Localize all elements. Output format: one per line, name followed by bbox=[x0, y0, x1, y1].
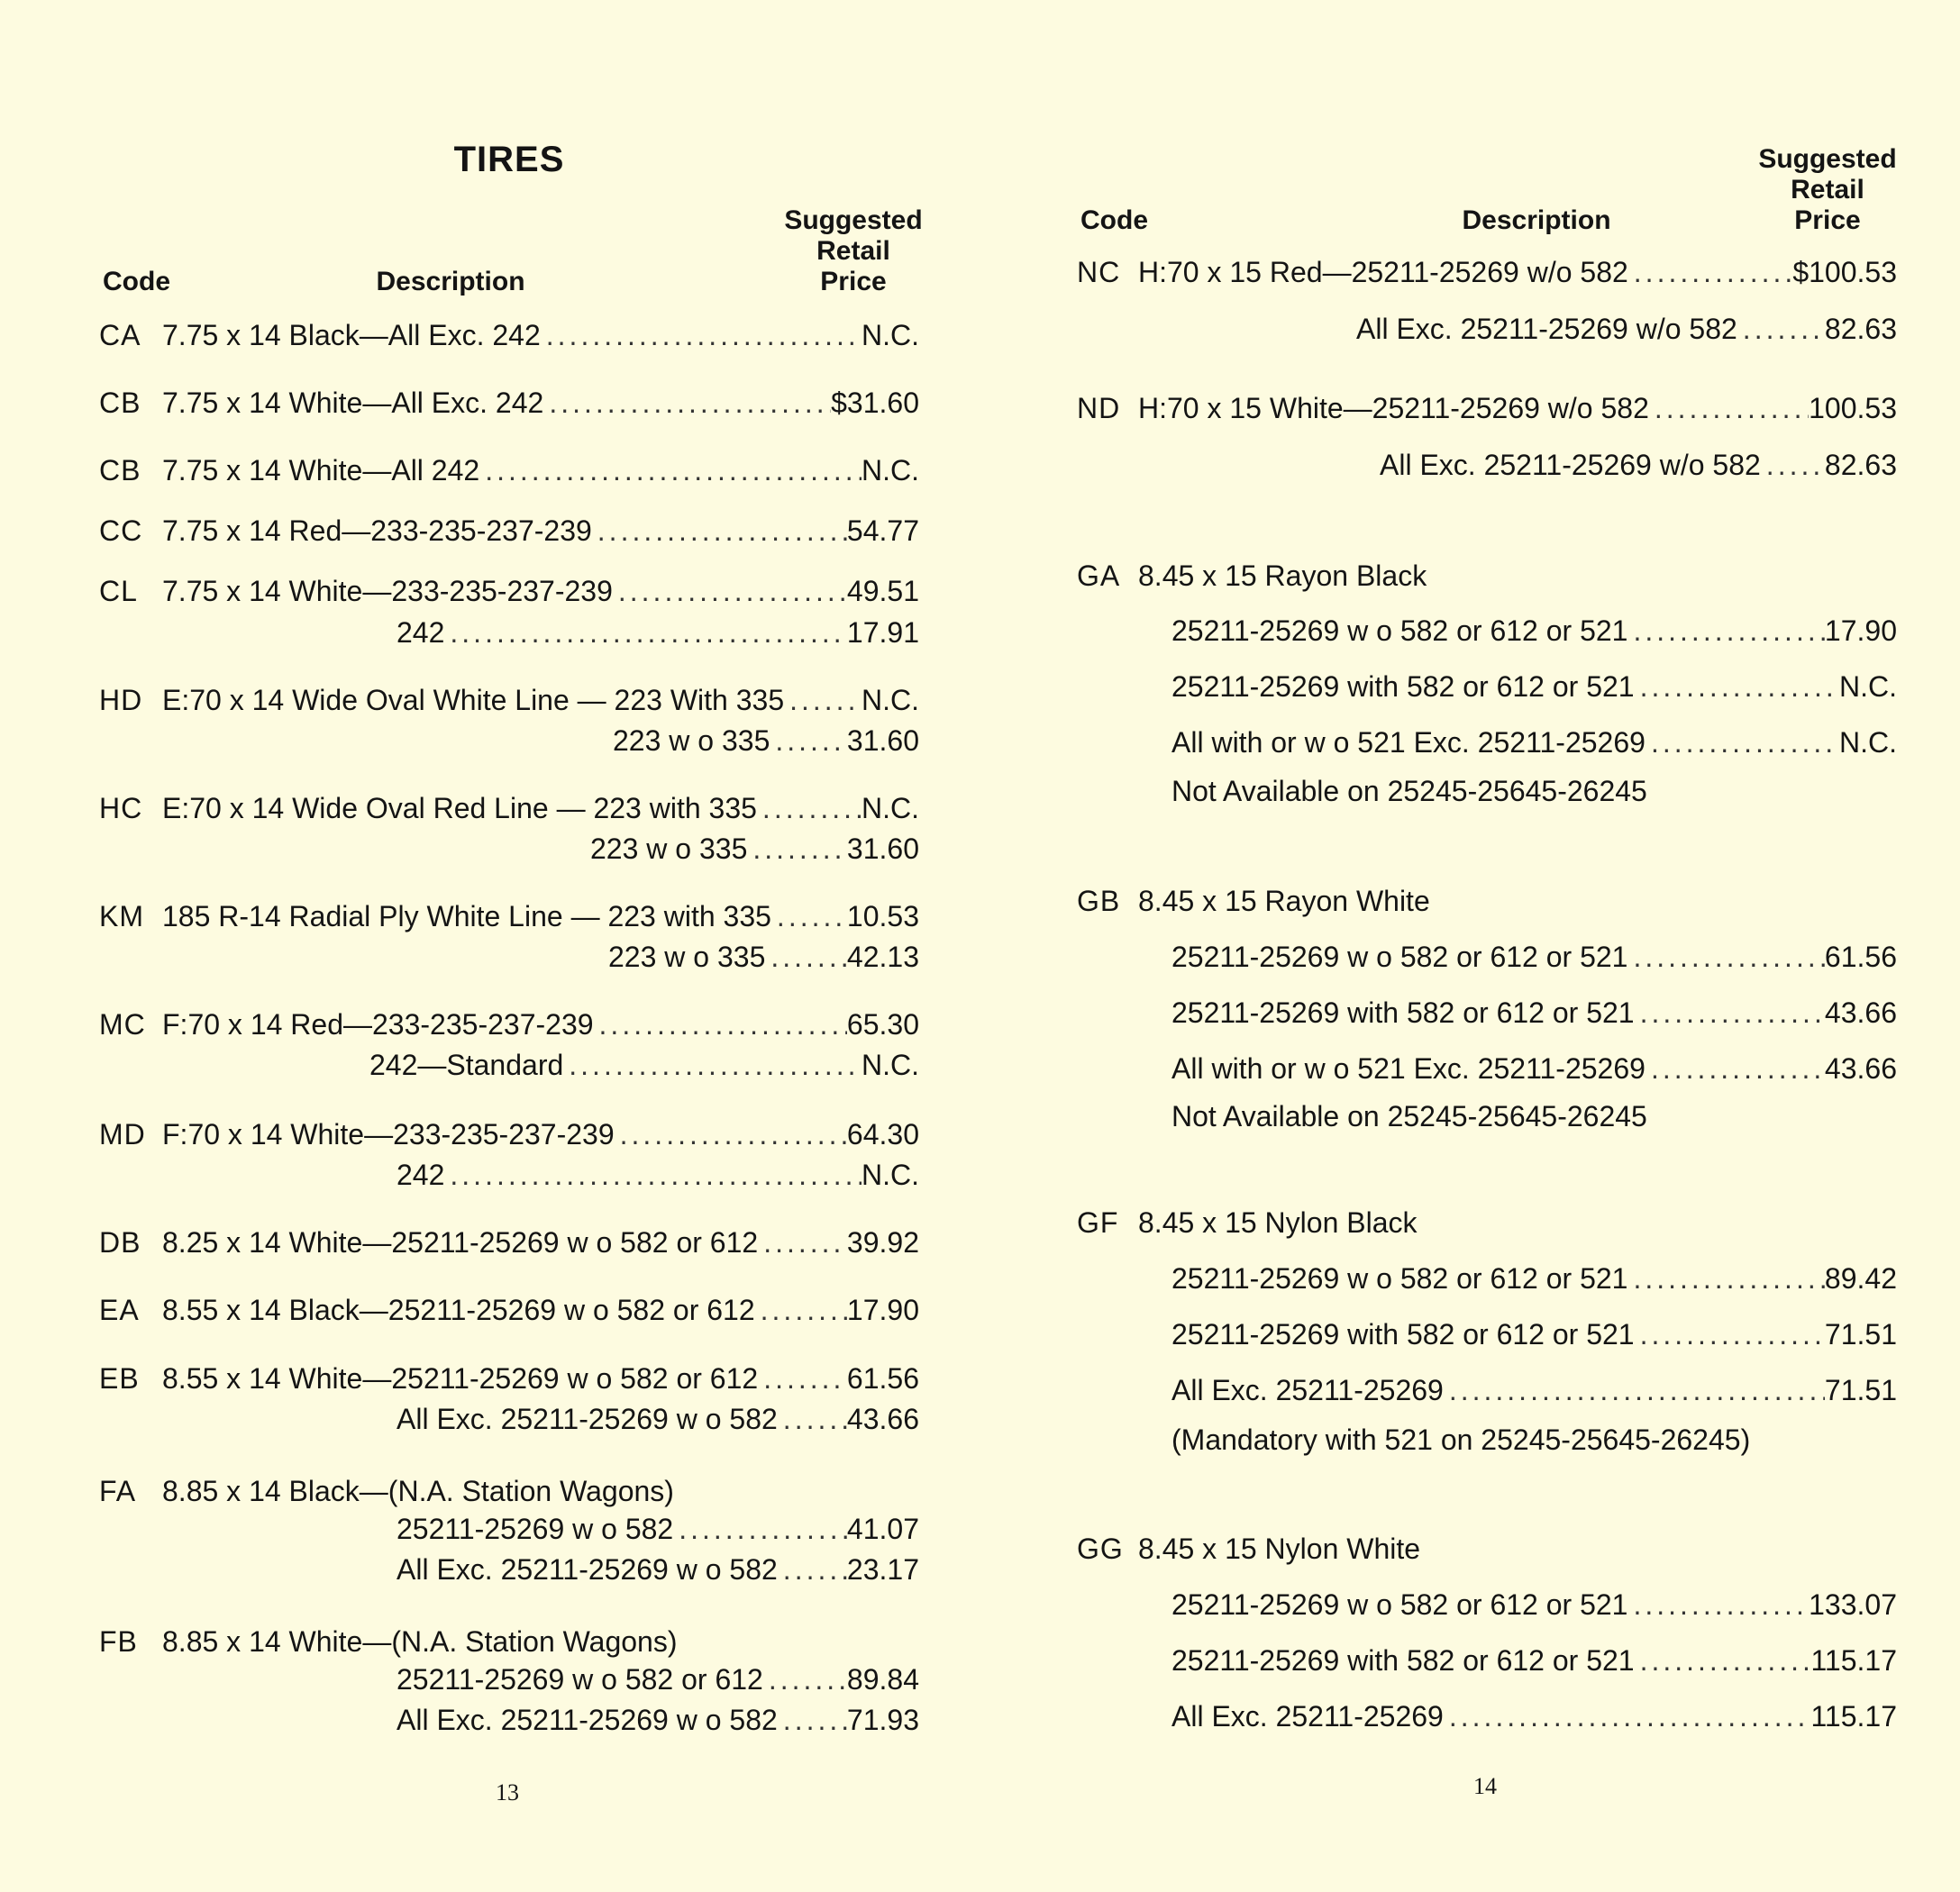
dot-leader bbox=[543, 383, 831, 423]
dot-leader bbox=[747, 829, 847, 869]
row-price: 133.07 bbox=[1809, 1588, 1897, 1621]
dot-leader bbox=[444, 1155, 861, 1195]
price-subrow bbox=[1356, 309, 1897, 349]
price-subrow bbox=[397, 1509, 919, 1549]
price-row bbox=[1077, 1203, 1897, 1242]
row-description: All Exc. 25211-25269 w o 582 bbox=[397, 1553, 778, 1586]
row-price: 115.17 bbox=[1810, 1644, 1897, 1677]
row-price: 82.63 bbox=[1824, 313, 1897, 345]
dot-leader bbox=[563, 1045, 861, 1085]
price-row bbox=[99, 383, 919, 423]
row-price: 17.91 bbox=[846, 616, 919, 649]
row-code: CA bbox=[99, 319, 141, 351]
row-price: 71.51 bbox=[1824, 1374, 1897, 1406]
row-description: 8.55 x 14 Black—25211-25269 w o 582 or 612 bbox=[162, 1294, 755, 1326]
page-title: TIRES bbox=[453, 140, 565, 179]
row-description: All Exc. 25211-25269 w o 582 bbox=[397, 1704, 778, 1736]
row-description: 223 w o 335 bbox=[608, 941, 766, 973]
row-price: N.C. bbox=[861, 792, 919, 824]
row-price: 23.17 bbox=[846, 1553, 919, 1586]
row-code: EB bbox=[99, 1362, 140, 1395]
row-price: N.C. bbox=[861, 454, 919, 487]
row-price: N.C. bbox=[1839, 670, 1897, 703]
dot-leader bbox=[1635, 993, 1825, 1032]
row-description: All Exc. 25211-25269 w o 582 bbox=[397, 1403, 778, 1435]
dot-leader bbox=[1761, 445, 1825, 485]
dot-leader bbox=[615, 1114, 847, 1154]
dot-leader bbox=[770, 721, 847, 760]
row-description: 8.45 x 15 Nylon Black bbox=[1138, 1206, 1418, 1239]
row-description: 25211-25269 with 582 or 612 or 521 bbox=[1171, 1318, 1635, 1351]
row-description: E:70 x 14 Wide Oval Red Line — 223 with 335 bbox=[162, 792, 757, 824]
row-price: 54.77 bbox=[846, 514, 919, 547]
dot-leader bbox=[1645, 723, 1839, 762]
price-subrow bbox=[369, 1045, 919, 1085]
row-price: $100.53 bbox=[1792, 256, 1897, 288]
price-subrow bbox=[608, 937, 919, 977]
page-number: 14 bbox=[1473, 1773, 1497, 1799]
row-code: EA bbox=[99, 1294, 140, 1326]
row-description: 8.85 x 14 White—(N.A. Station Wagons) bbox=[162, 1625, 678, 1658]
dot-leader bbox=[758, 1223, 847, 1262]
price-subrow bbox=[1171, 937, 1897, 977]
dot-leader bbox=[613, 571, 847, 611]
dot-leader bbox=[758, 1359, 847, 1398]
price-subrow bbox=[397, 1399, 919, 1439]
row-price: 100.53 bbox=[1809, 392, 1897, 424]
price-column-header bbox=[781, 205, 925, 297]
row-description: 242—Standard bbox=[369, 1049, 564, 1081]
description-column-header: Description bbox=[1462, 205, 1611, 235]
price-row bbox=[1077, 1529, 1897, 1569]
code-column-header: Code bbox=[1080, 205, 1148, 235]
row-price: 115.17 bbox=[1810, 1700, 1897, 1733]
dot-leader bbox=[673, 1509, 847, 1549]
price-row bbox=[99, 896, 919, 936]
row-price: 43.66 bbox=[1824, 1052, 1897, 1085]
price-row bbox=[1077, 388, 1897, 428]
row-description: 25211-25269 w o 582 bbox=[397, 1513, 674, 1545]
row-description: 7.75 x 14 Black—All Exc. 242 bbox=[162, 319, 541, 351]
dot-leader bbox=[1444, 1370, 1825, 1410]
row-code: CB bbox=[99, 387, 141, 419]
row-price: 39.92 bbox=[846, 1226, 919, 1259]
dot-leader bbox=[479, 450, 861, 490]
price-header-line: Retail bbox=[816, 236, 890, 266]
row-code: HD bbox=[99, 684, 143, 716]
dot-leader bbox=[594, 1005, 847, 1044]
row-description: 8.45 x 15 Nylon White bbox=[1138, 1533, 1421, 1565]
row-description: 242 bbox=[397, 1159, 445, 1191]
row-price: $31.60 bbox=[831, 387, 919, 419]
row-price: 89.42 bbox=[1824, 1262, 1897, 1295]
row-code: HC bbox=[99, 792, 143, 824]
price-subrow bbox=[613, 721, 919, 760]
row-description: F:70 x 14 White—233-235-237-239 bbox=[162, 1118, 615, 1151]
price-row bbox=[1077, 556, 1897, 596]
dot-leader bbox=[778, 1550, 847, 1589]
row-description: 8.45 x 15 Rayon White bbox=[1138, 885, 1430, 917]
price-row bbox=[99, 511, 919, 550]
price-subrow bbox=[1171, 1259, 1897, 1298]
row-code: MC bbox=[99, 1008, 146, 1041]
price-row bbox=[99, 788, 919, 828]
row-price: 17.90 bbox=[1824, 614, 1897, 647]
dot-leader bbox=[784, 680, 861, 720]
row-code: GA bbox=[1077, 559, 1121, 592]
row-price: 64.30 bbox=[846, 1118, 919, 1151]
row-description: 25211-25269 w o 582 or 612 or 521 bbox=[1171, 941, 1628, 973]
price-subrow bbox=[1171, 1049, 1897, 1088]
dot-leader bbox=[1645, 1049, 1825, 1088]
row-price: 65.30 bbox=[846, 1008, 919, 1041]
dot-leader bbox=[1737, 309, 1825, 349]
dot-leader bbox=[778, 1399, 847, 1439]
price-subrow bbox=[590, 829, 919, 869]
price-subrow bbox=[397, 1660, 919, 1699]
price-row bbox=[99, 571, 919, 611]
row-description: 7.75 x 14 White—233-235-237-239 bbox=[162, 575, 613, 607]
dot-leader bbox=[1627, 937, 1824, 977]
row-code: ND bbox=[1077, 392, 1121, 424]
dot-leader bbox=[1444, 1696, 1811, 1736]
availability-note: Not Available on 25245-25645-26245 bbox=[1171, 1100, 1647, 1132]
page-number: 13 bbox=[496, 1779, 519, 1806]
dot-leader bbox=[541, 315, 861, 355]
dot-leader bbox=[1627, 611, 1824, 650]
row-description: 8.45 x 15 Rayon Black bbox=[1138, 559, 1427, 592]
row-description: 25211-25269 w o 582 or 612 bbox=[397, 1663, 763, 1696]
row-code: KM bbox=[99, 900, 144, 932]
row-price: 43.66 bbox=[846, 1403, 919, 1435]
row-description: All Exc. 25211-25269 w/o 582 bbox=[1380, 449, 1761, 481]
row-description: H:70 x 15 White—25211-25269 w/o 582 bbox=[1138, 392, 1649, 424]
row-description: 7.75 x 14 White—All Exc. 242 bbox=[162, 387, 544, 419]
price-header-line: Price bbox=[820, 267, 887, 296]
row-price: 31.60 bbox=[846, 724, 919, 757]
price-row bbox=[99, 1622, 919, 1661]
dot-leader bbox=[765, 937, 847, 977]
price-subrow bbox=[1171, 723, 1897, 762]
row-description: 25211-25269 with 582 or 612 or 521 bbox=[1171, 996, 1635, 1029]
price-header-line: Retail bbox=[1791, 175, 1864, 205]
dot-leader bbox=[778, 1700, 847, 1740]
price-row bbox=[1077, 881, 1897, 921]
row-description: 25211-25269 w o 582 or 612 or 521 bbox=[1171, 1262, 1628, 1295]
row-code: DB bbox=[99, 1226, 141, 1259]
dot-leader bbox=[1627, 1585, 1809, 1624]
row-description: 185 R-14 Radial Ply White Line — 223 with 335 bbox=[162, 900, 771, 932]
row-description: 25211-25269 with 582 or 612 or 521 bbox=[1171, 1644, 1635, 1677]
price-subrow bbox=[1171, 1314, 1897, 1354]
row-price: 71.51 bbox=[1824, 1318, 1897, 1351]
row-description: 8.85 x 14 Black—(N.A. Station Wagons) bbox=[162, 1475, 674, 1507]
dot-leader bbox=[757, 788, 861, 828]
price-row bbox=[99, 450, 919, 490]
availability-note: Not Available on 25245-25645-26245 bbox=[1171, 775, 1647, 807]
row-price: 41.07 bbox=[846, 1513, 919, 1545]
price-subrow bbox=[1171, 1585, 1897, 1624]
row-price: 82.63 bbox=[1824, 449, 1897, 481]
row-price: N.C. bbox=[1839, 726, 1897, 759]
row-description: F:70 x 14 Red—233-235-237-239 bbox=[162, 1008, 594, 1041]
price-row bbox=[99, 315, 919, 355]
dot-leader bbox=[1649, 388, 1809, 428]
price-subrow bbox=[1171, 611, 1897, 650]
row-description: 7.75 x 14 Red—233-235-237-239 bbox=[162, 514, 592, 547]
row-code: CC bbox=[99, 514, 143, 547]
row-description: 223 w o 335 bbox=[613, 724, 770, 757]
dot-leader bbox=[1635, 1641, 1811, 1680]
row-description: 25211-25269 w o 582 or 612 or 521 bbox=[1171, 614, 1628, 647]
price-row bbox=[99, 1290, 919, 1330]
row-code: FA bbox=[99, 1475, 137, 1507]
row-price: 10.53 bbox=[846, 900, 919, 932]
row-price: N.C. bbox=[861, 1049, 919, 1081]
price-row bbox=[99, 1471, 919, 1511]
row-code: NC bbox=[1077, 256, 1121, 288]
row-price: 17.90 bbox=[846, 1294, 919, 1326]
row-code: GG bbox=[1077, 1533, 1124, 1565]
row-description: 8.25 x 14 White—25211-25269 w o 582 or 612 bbox=[162, 1226, 759, 1259]
row-price: 43.66 bbox=[1824, 996, 1897, 1029]
row-description: All Exc. 25211-25269 bbox=[1171, 1374, 1444, 1406]
price-subrow bbox=[1380, 445, 1897, 485]
dot-leader bbox=[771, 896, 847, 936]
row-description: All Exc. 25211-25269 w/o 582 bbox=[1356, 313, 1737, 345]
price-row bbox=[99, 680, 919, 720]
row-description: 7.75 x 14 White—All 242 bbox=[162, 454, 480, 487]
price-row bbox=[99, 1114, 919, 1154]
row-description: 223 w o 335 bbox=[590, 832, 748, 865]
left-page bbox=[99, 0, 923, 1892]
price-header-line: Suggested bbox=[784, 205, 923, 235]
price-subrow bbox=[1171, 667, 1897, 706]
row-price: 61.56 bbox=[846, 1362, 919, 1395]
dot-leader bbox=[1635, 1314, 1825, 1354]
row-price: 89.84 bbox=[846, 1663, 919, 1696]
dot-leader bbox=[1635, 667, 1839, 706]
row-code: MD bbox=[99, 1118, 146, 1151]
row-code: CL bbox=[99, 575, 138, 607]
row-description: E:70 x 14 Wide Oval White Line — 223 With 335 bbox=[162, 684, 785, 716]
row-description: 25211-25269 w o 582 or 612 or 521 bbox=[1171, 1588, 1628, 1621]
row-description: 25211-25269 with 582 or 612 or 521 bbox=[1171, 670, 1635, 703]
row-code: GB bbox=[1077, 885, 1121, 917]
row-description: All with or w o 521 Exc. 25211-25269 bbox=[1171, 1052, 1645, 1085]
row-code: FB bbox=[99, 1625, 138, 1658]
row-price: 42.13 bbox=[846, 941, 919, 973]
price-subrow bbox=[397, 613, 919, 652]
row-description: 242 bbox=[397, 616, 445, 649]
dot-leader bbox=[1627, 1259, 1824, 1298]
price-row bbox=[99, 1005, 919, 1044]
price-subrow bbox=[1171, 1370, 1897, 1410]
description-column-header: Description bbox=[376, 267, 525, 296]
right-page bbox=[1077, 0, 1897, 1892]
mandatory-note: (Mandatory with 521 on 25245-25645-26245) bbox=[1171, 1424, 1751, 1456]
price-row bbox=[99, 1223, 919, 1262]
price-header-line: Price bbox=[1794, 205, 1861, 235]
price-subrow bbox=[1171, 1641, 1897, 1680]
price-subrow bbox=[397, 1155, 919, 1195]
row-description: H:70 x 15 Red—25211-25269 w/o 582 bbox=[1138, 256, 1628, 288]
price-header-line: Suggested bbox=[1758, 144, 1897, 174]
price-column-header bbox=[1755, 144, 1900, 236]
row-price: N.C. bbox=[861, 319, 919, 351]
row-description: All with or w o 521 Exc. 25211-25269 bbox=[1171, 726, 1645, 759]
row-price: 31.60 bbox=[846, 832, 919, 865]
price-row bbox=[99, 1359, 919, 1398]
price-row bbox=[1077, 252, 1897, 292]
row-description: 8.55 x 14 White—25211-25269 w o 582 or 612 bbox=[162, 1362, 759, 1395]
row-price: N.C. bbox=[861, 1159, 919, 1191]
dot-leader bbox=[755, 1290, 847, 1330]
dot-leader bbox=[1628, 252, 1793, 292]
row-code: GF bbox=[1077, 1206, 1119, 1239]
row-price: 71.93 bbox=[846, 1704, 919, 1736]
price-subrow bbox=[1171, 1696, 1897, 1736]
dot-leader bbox=[444, 613, 847, 652]
price-subrow bbox=[397, 1550, 919, 1589]
dot-leader bbox=[763, 1660, 847, 1699]
code-column-header: Code bbox=[103, 267, 170, 296]
row-description: All Exc. 25211-25269 bbox=[1171, 1700, 1444, 1733]
price-subrow bbox=[397, 1700, 919, 1740]
row-code: CB bbox=[99, 454, 141, 487]
row-price: 49.51 bbox=[846, 575, 919, 607]
dot-leader bbox=[592, 511, 847, 550]
row-price: N.C. bbox=[861, 684, 919, 716]
price-subrow bbox=[1171, 993, 1897, 1032]
row-price: 61.56 bbox=[1824, 941, 1897, 973]
